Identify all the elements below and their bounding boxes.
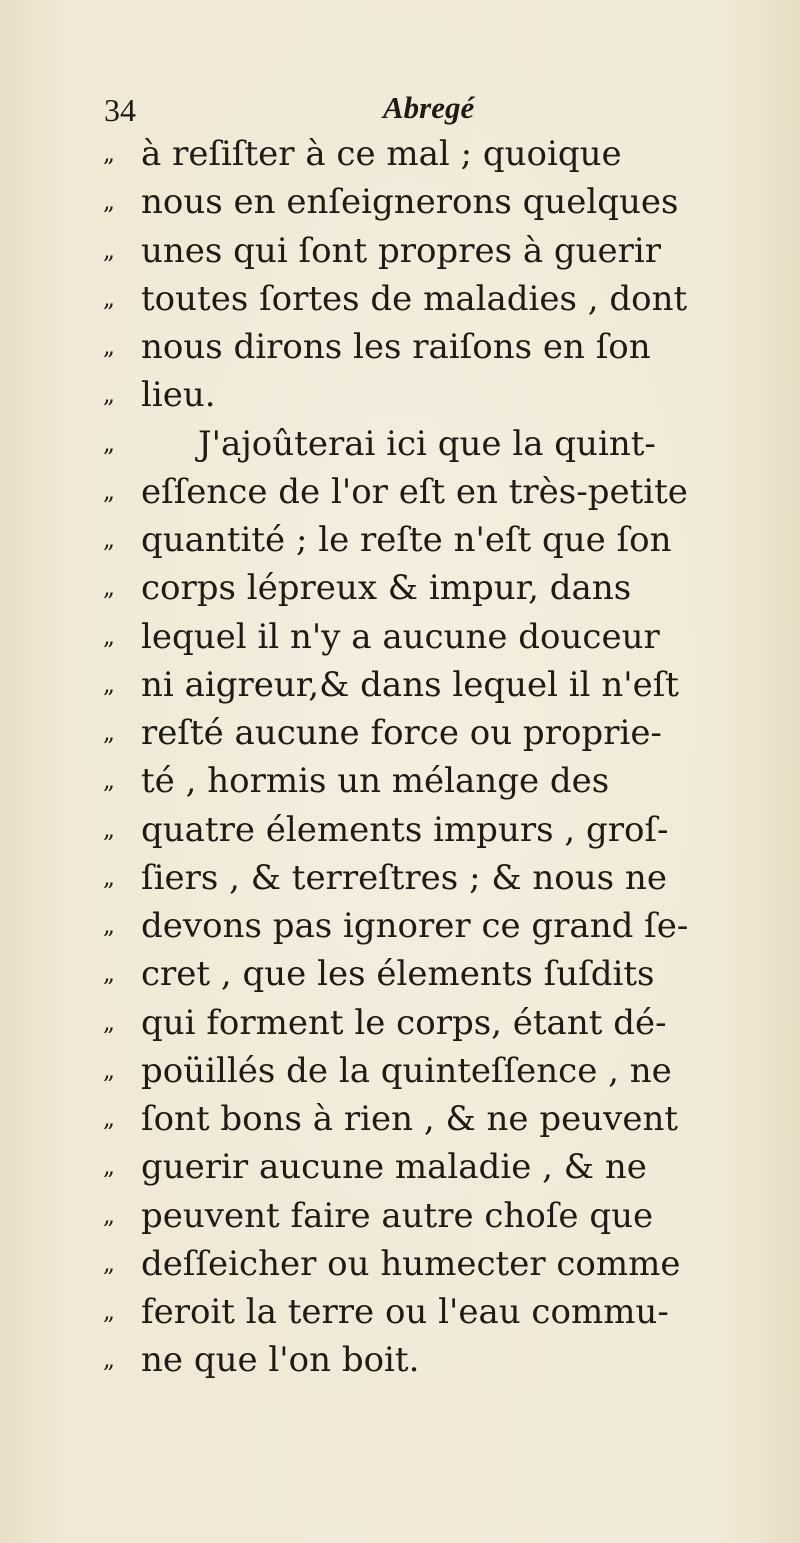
quote-mark: „ (103, 189, 114, 216)
text-line (103, 1047, 743, 1095)
line-text: cret , que les élements ſuſdits (141, 954, 655, 995)
quote-mark: „ (103, 1250, 114, 1277)
text-line (103, 757, 743, 805)
line-text: unes qui ſont propres à guerir (141, 230, 662, 271)
line-text: devons pas ignorer ce grand ſe- (141, 906, 689, 946)
text-line (103, 275, 743, 323)
text-line (103, 371, 743, 419)
text-line (103, 613, 743, 661)
quote-mark: „ (103, 237, 114, 264)
line-text: feroit la terre ou l'eau commu- (141, 1292, 669, 1332)
quote-mark: „ (103, 285, 114, 312)
quote-mark: „ (103, 1009, 114, 1036)
text-line (103, 950, 743, 998)
text-line (103, 1095, 743, 1143)
quote-mark: „ (103, 430, 114, 457)
quote-mark: „ (103, 720, 114, 746)
quote-mark: „ (103, 141, 114, 167)
line-text: toutes ſortes de maladies , dont (141, 278, 688, 319)
text-line (103, 854, 743, 902)
quote-mark: „ (103, 527, 114, 553)
line-text: lequel il n'y a aucune douceur (141, 616, 660, 657)
line-text: nous en enſeignerons quelques (141, 182, 679, 223)
quote-mark: „ (103, 864, 114, 891)
line-text: ne que l'on boit. (141, 1340, 420, 1381)
quote-mark: „ (103, 913, 114, 939)
quote-mark: „ (103, 1106, 114, 1132)
line-text: qui forment le corps, étant dé- (141, 1002, 667, 1043)
line-text: guerir aucune maladie , & ne (141, 1147, 647, 1188)
line-text: lieu. (141, 375, 216, 416)
quote-mark: „ (103, 961, 114, 988)
text-line (103, 1143, 743, 1191)
line-text: nous dirons les raiſons en ſon (141, 327, 651, 367)
text-line-paragraph-start (103, 420, 743, 468)
line-text: poüillés de la quinteſſence , ne (141, 1050, 672, 1091)
quote-mark: „ (103, 816, 114, 843)
text-line (103, 1288, 743, 1336)
quote-mark: „ (103, 671, 114, 698)
page-number: 34 (104, 92, 136, 128)
quote-mark: „ (103, 1347, 114, 1374)
line-text: ſiers , & terreſtres ; & nous ne (141, 857, 667, 898)
line-text: reſté aucune force ou proprie- (141, 713, 662, 753)
quote-mark: „ (103, 478, 114, 505)
quote-mark: „ (103, 334, 114, 360)
line-text: J'ajoûterai ici que la quint- (198, 423, 656, 464)
text-line (103, 661, 743, 709)
text-line (103, 999, 743, 1047)
text-line (103, 902, 743, 950)
line-text: quatre élements impurs , groſ- (141, 809, 669, 850)
text-line (103, 323, 743, 371)
text-line (103, 178, 743, 226)
text-line (103, 709, 743, 757)
text-line (103, 1192, 743, 1240)
text-line (103, 227, 743, 275)
quote-mark: „ (103, 382, 114, 409)
running-title: Abregé (383, 90, 475, 125)
body-text (103, 130, 743, 1385)
quote-mark: „ (103, 1202, 114, 1229)
line-text: corps lépreux & impur, dans (141, 568, 632, 609)
quote-mark: „ (103, 1057, 114, 1084)
quote-mark: „ (103, 768, 114, 795)
line-text: quantité ; le reſte n'eſt que ſon (141, 520, 672, 560)
text-line (103, 130, 743, 178)
line-text: peuvent faire autre choſe que (141, 1195, 654, 1236)
quote-mark: „ (103, 575, 114, 602)
line-text: ſont bons à rien , & ne peuvent (141, 1099, 679, 1139)
line-text: eſſence de l'or eſt en très-petite (141, 471, 688, 512)
text-line (103, 564, 743, 612)
line-text: ni aigreur,& dans lequel il n'eſt (141, 664, 679, 705)
line-text: à reſiſter à ce mal ; quoique (141, 134, 622, 174)
text-line (103, 1240, 743, 1288)
page-header (100, 88, 700, 132)
line-text: té , hormis un mélange des (141, 761, 610, 802)
text-line (103, 516, 743, 564)
quote-mark: „ (103, 1299, 114, 1325)
quote-mark: „ (103, 1154, 114, 1181)
text-line (103, 1336, 743, 1384)
text-line (103, 806, 743, 854)
quote-mark: „ (103, 623, 114, 650)
line-text: deſſeicher ou humecter comme (141, 1243, 681, 1284)
text-line (103, 468, 743, 516)
